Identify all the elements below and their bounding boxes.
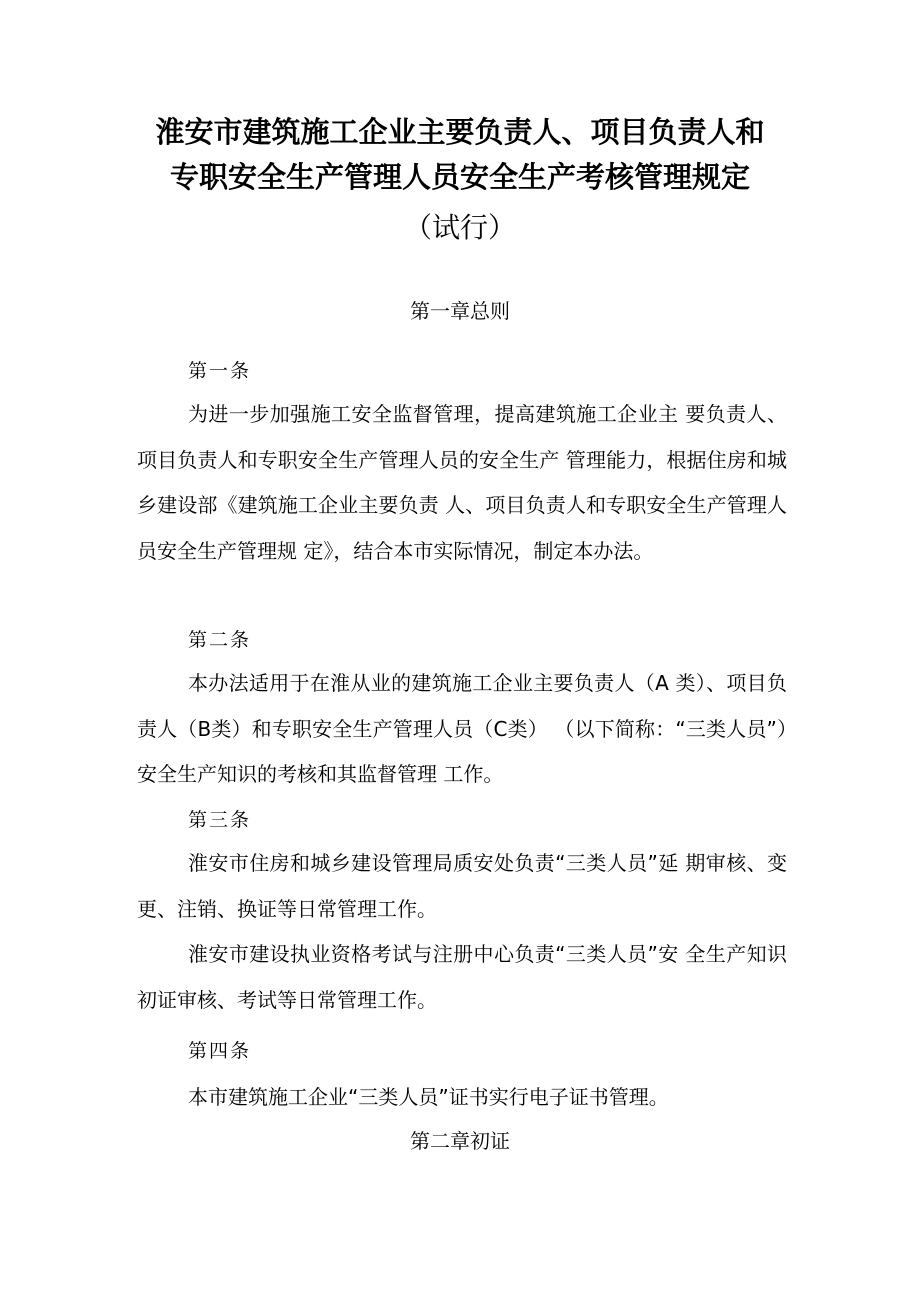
chapter-heading-1: 第一章总则	[410, 299, 510, 323]
document-title-line-1: 淮安市建筑施工企业主要负责人、项目负责人和	[155, 115, 765, 149]
document-title-line-3: （试行）	[403, 211, 516, 244]
article-heading-4: 第四条	[188, 1040, 252, 1062]
article-3-paragraph-1: 淮安市住房和城乡建设管理局质安处负责“三类人员”延 期审核、变更、注销、换证等日常管理工作。	[137, 851, 787, 921]
article-3-paragraph-2: 淮安市建设执业资格考试与注册中心负责“三类人员”安 全生产知识初证审核、考试等日常管理工作。	[137, 942, 787, 1012]
article-2-paragraph: 本办法适用于在淮从业的建筑施工企业主要负责人（A 类）、项目负责人（B类）和专职安全生产管理人员（C类） （以下简称：“三类人员”）安全生产知识的考核和其监督管理 工作。	[137, 671, 787, 786]
article-4-paragraph: 本市建筑施工企业“三类人员”证书实行电子证书管理。	[188, 1085, 669, 1109]
article-heading-1: 第一条	[188, 360, 252, 382]
document-title-line-2: 专职安全生产管理人员安全生产考核管理规定	[169, 160, 750, 194]
chapter-heading-2: 第二章初证	[410, 1129, 510, 1153]
article-1-paragraph: 为进一步加强施工安全监督管理，提高建筑施工企业主 要负责人、项目负责人和专职安全生产管理人员的安全生产 管理能力，根据住房和城乡建设部《建筑施工企业主要负责 人、项目负责人和专职安全生产管理人员安全生产管理规 定》，结合本市实际情况，制定本办法。	[137, 402, 787, 563]
article-heading-2: 第二条	[188, 629, 252, 651]
article-heading-3: 第三条	[188, 809, 252, 831]
